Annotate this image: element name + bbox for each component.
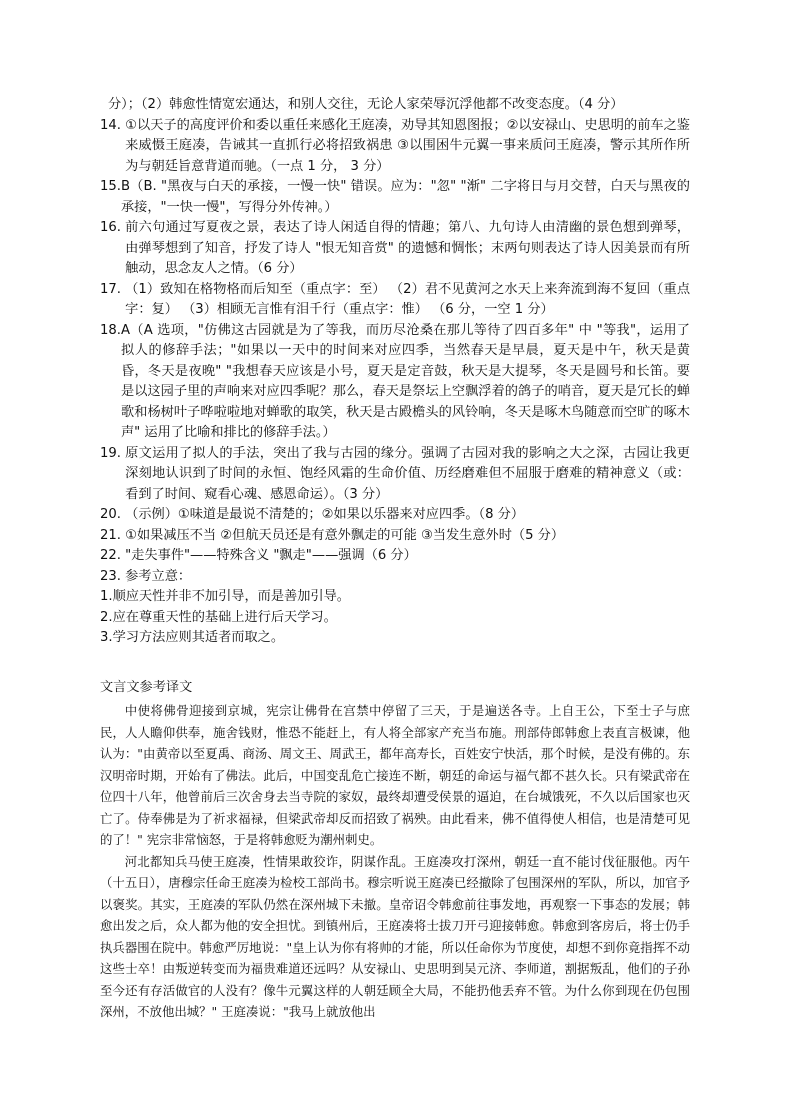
answer-item-20 [100,505,690,526]
answer-item-14 [100,116,690,178]
translation-body [100,700,690,1023]
translation-paragraph-1: 中使将佛骨迎接到京城，宪宗让佛骨在宫禁中停留了三天，于是遍送各寺。上自王公，下至士子与庶民，人人瞻仰供奉，施舍钱财，惟恐不能赶上，有人将全部家产充当布施。刑部侍郎韩愈上表直言极谏，他认为："由黄帝以至夏禹、商汤、周文王、周武王，都年高寿长，百姓安宁快活，那个时候，是没有佛的。东汉明帝时期，开始有了佛法。此后，中国变乱危亡接连不断，朝廷的命运与福气都不甚久长。只有梁武帝在位四十八年，他曾前后三次舍身去当寺院的家奴，最终却遭受侯景的逼迫，在台城饿死，不久以后国家也灭亡了。侍奉佛是为了祈求福禄，但梁武帝却反而招致了祸殃。由此看来，佛不值得使人相信，也是清楚可见的了！" 宪宗非常恼怒，于是将韩愈贬为潮州刺史。 [100,703,690,847]
answer-item-19 [100,444,690,506]
answer-text: 分）；（2）韩愈性情宽宏通达，和别人交往，无论人家荣辱沉浮他都不改变态度。（4 分） [108,97,624,112]
answer-item-23 [100,567,690,588]
answer-number: 16. [100,220,126,235]
answer-key [100,95,690,649]
essay-point-2: 2.应在尊重天性的基础上进行后天学习。 [100,609,337,625]
answer-item-13-continued [100,95,690,116]
answer-text: （示例）①味道是最说不清楚的；②如果以乐器来对应四季。（8 分） [125,507,525,522]
answer-number: 15. [100,179,121,194]
answer-text: A（A 选项，"仿佛这古园就是为了等我，而历尽沧桑在那儿等待了四百多年" 中 "等我"，运用了拟人的修辞手法；"如果以一天中的时间来对应四季，当然春天是早晨，夏天是中午，秋天是黄昏，冬天是夜晚" "我想春天应该是小号，夏天是定音鼓，秋天是大提琴，冬天是圆号和长笛。要是以这园子里的声响来对应四季呢？那么，春天是祭坛上空飘浮着的鸽子的哨音，夏天是冗长的蝉歌和杨树叶子哗啦啦地对蝉歌的取笑，秋天是古殿檐头的风铃响，冬天是啄木鸟随意而空旷的啄木声" 运用了比喻和排比的修辞手法。） [120,322,690,440]
essay-point-3: 3.学习方法应则其适者而取之。 [100,630,285,645]
answer-item-22 [100,546,690,567]
answer-number: 17. [100,281,126,297]
answer-text: 参考立意： [125,568,192,584]
answer-item-17 [100,280,690,321]
answer-text: 原文运用了拟人的手法，突出了我与古园的缘分。强调了古园对我的影响之大之深，古园让我更深刻地认识到了时间的永恒、饱经风霜的生命价值、历经磨难但不屈服于磨难的精神意义（或：看到了时间、窥看心魂、感恩命运）。（3 分） [125,445,690,502]
answer-text: B（B. "黑夜与白天的承接，一慢一快" 错误。应为："忽" "渐" 二字将日与月交替，白天与黑夜的承接，"一快一慢"，写得分外传神。） [120,179,690,215]
answer-number: 19. [100,445,126,461]
essay-point-1: 1.顺应天性并非不加引导，而是善加引导。 [100,589,350,604]
answer-number: 21. [100,527,126,543]
translation-heading: 文言文参考译文 [100,680,193,695]
answer-text: （1）致知在格物格而后知至（重点字：至） （2）君不见黄河之水天上来奔流到海不复回（重点字：复） （3）相顾无言惟有泪千行（重点字：惟） （6 分，一空 1 分） [125,281,690,317]
answer-text: "走失事件"——特殊含义 "飘走"——强调（6 分） [125,548,417,563]
answer-item-15 [100,177,690,218]
translation-paragraph-2: 河北都知兵马使王庭凑，性情果敢狡诈，阴谋作乱。王庭凑攻打深州，朝廷一直不能讨伐征服他。丙午（十五日），唐穆宗任命王庭凑为检校工部尚书。穆宗听说王庭凑已经撤除了包围深州的军队，所以，加官予以褒奖。其实，王庭凑的军队仍然在深州城下未撤。皇帝诏令韩愈前往事发地，再观察一下事态的发展；韩愈出发之后，众人都为他的安全担忧。到镇州后，王庭凑将士拔刀开弓迎接韩愈。韩愈到客房后，将士仍手执兵器围在院中。韩愈严厉地说："皇上认为你有将帅的才能，所以任命你为节度使，却想不到你竟指挥不动这些士卒！由叛逆转变而为福贵难道还远吗？从安禄山、史思明到吴元济、李师道，割据叛乱，他们的子孙至今还有存活做官的人没有？像牛元翼这样的人朝廷顾全大局，不能扔他丢弃不管。为什么你到现在仍包围深州，不放他出城？" 王庭凑说："我马上就放他出 [100,853,690,1019]
answer-number: 18. [100,322,121,338]
answer-item-16 [100,218,690,280]
answer-number: 23. [100,568,126,584]
answer-text: ①以天子的高度评价和委以重任来感化王庭凑，劝导其知恩图报；②以安禄山、史思明的前车之鉴来威慑王庭凑，告诫其一直抓行必将招致祸患 ③以围困牛元翼一事来质问王庭凑，警示其所作所为与朝廷旨意背道而驰。（一点 1 分， 3 分） [125,117,690,174]
answer-text: ①如果减压不当 ②但航天员还是有意外飘走的可能 ③当发生意外时（5 分） [125,527,565,543]
answer-item-21 [100,526,690,547]
answer-number: 14. [100,117,126,133]
answer-text: 前六句通过写夏夜之景，表达了诗人闲适自得的情趣；第八、九句诗人由清幽的景色想到弹琴，由弹琴想到了知音，抒发了诗人 "恨无知音赏" 的遗憾和惆怅；末两句则表达了诗人因美景而有所触动，思念友人之情。（6 分） [125,220,690,276]
answer-number: 20. [100,507,126,522]
answer-item-18 [100,321,690,444]
answer-number: 22. [100,548,126,563]
